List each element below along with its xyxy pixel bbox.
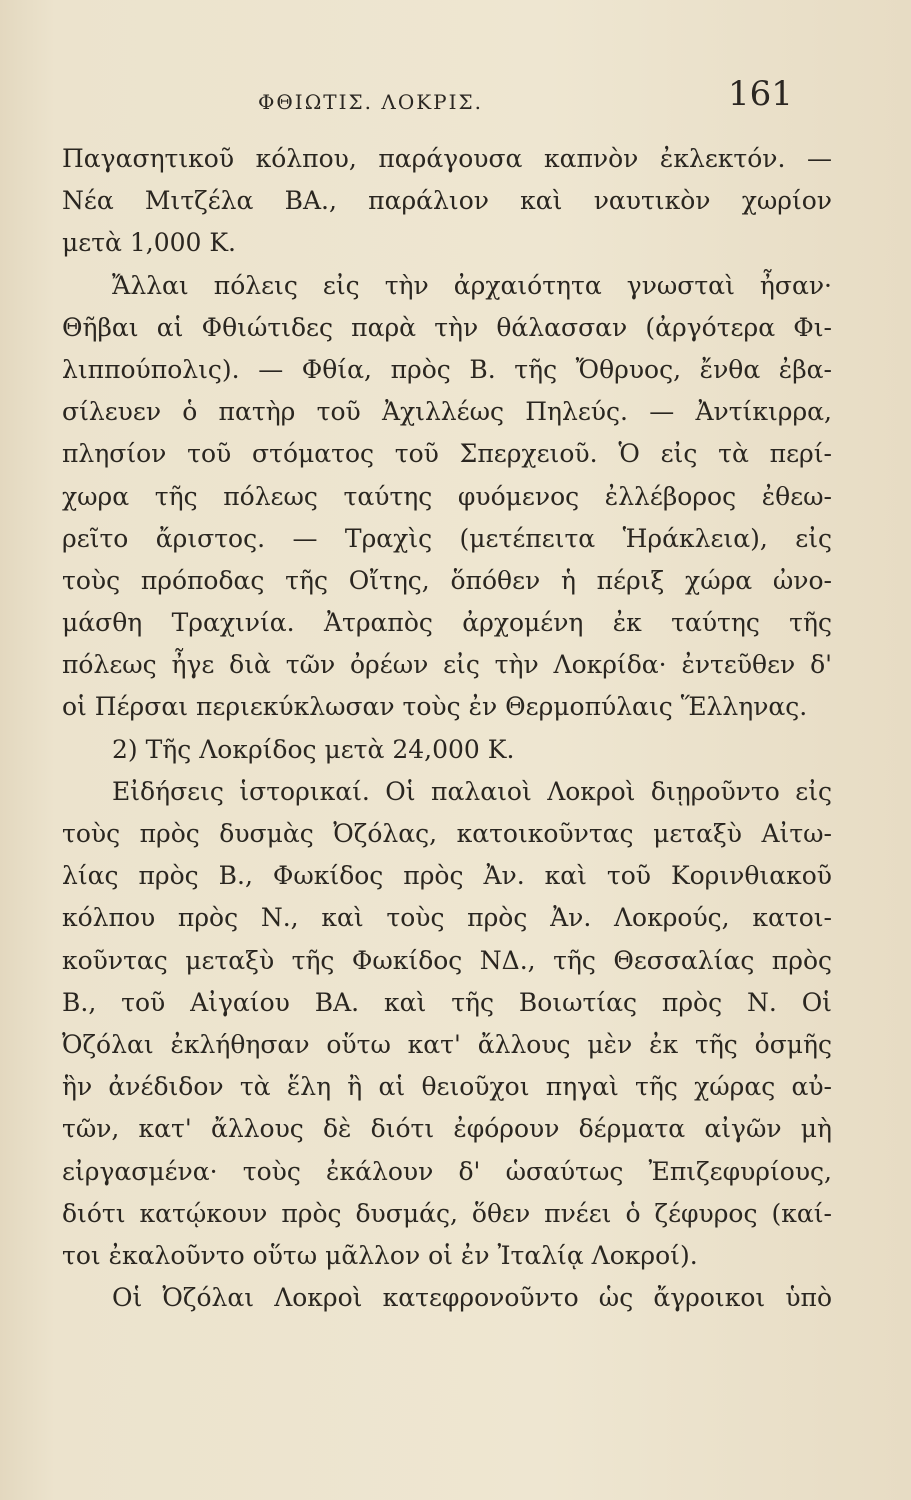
- text-line: τοὺς πρόποδας τῆς Οἴτης, ὅπόθεν ἡ πέριξ χώρα ὠνο-: [62, 565, 832, 595]
- text-line: χωρα τῆς πόλεως ταύτης φυόμενος ἐλλέβορος ἐθεω-: [62, 481, 832, 511]
- text-line: εἰργασμένα· τοὺς ἐκάλουν δ' ὡσαύτως Ἐπιζεφυρίους,: [62, 1156, 832, 1186]
- text-line: πλησίον τοῦ στόματος τοῦ Σπερχειοῦ. Ὁ εἰς τὰ περί-: [62, 439, 832, 469]
- text-line: τῶν, κατ' ἄλλους δὲ διότι ἐφόρουν δέρματα αἰγῶν μὴ: [62, 1114, 832, 1144]
- text-line: Νέα Μιτζέλα ΒΑ., παράλιον καὶ ναυτικὸν χωρίον: [62, 186, 832, 216]
- text-line: Β., τοῦ Αἰγαίου ΒΑ. καὶ τῆς Βοιωτίας πρὸς Ν. Οἱ: [62, 987, 832, 1017]
- text-line: κοῦντας μεταξὺ τῆς Φωκίδος ΝΔ., τῆς Θεσσαλίας πρὸς: [62, 945, 832, 975]
- text-line: σίλευεν ὁ πατὴρ τοῦ Ἀχιλλέως Πηλεύς. — Ἀντίκιρρα,: [62, 397, 832, 427]
- text-line: ρεῖτο ἄριστος. — Τραχὶς (μετέπειτα Ἡράκλεια), εἰς: [62, 523, 832, 553]
- text-line: Παγασητικοῦ κόλπου, παράγουσα καπνὸν ἐκλεκτόν. —: [62, 144, 832, 173]
- text-line: διότι κατῴκουν πρὸς δυσμάς, ὅθεν πνέει ὁ ζέφυρος (καί-: [62, 1198, 832, 1228]
- text-line: λιππούπολις). — Φθία, πρὸς Β. τῆς Ὄθρυος, ἔνθα ἐβα-: [62, 354, 832, 384]
- text-line: οἱ Πέρσαι περιεκύκλωσαν τοὺς ἐν Θερμοπύλαις Ἕλληνας.: [62, 692, 808, 722]
- text-line: Οἱ Ὀζόλαι Λοκροὶ κατεφρονοῦντο ὡς ἄγροικοι ὑπὸ: [112, 1283, 832, 1313]
- text-line: κόλπου πρὸς Ν., καὶ τοὺς πρὸς Ἀν. Λοκρούς, κατοι-: [62, 903, 832, 933]
- text-body: [62, 138, 832, 1319]
- text-line: Ἄλλαι πόλεις εἰς τὴν ἀρχαιότητα γνωσταὶ ἦσαν·: [112, 270, 832, 300]
- text-line: πόλεως ἦγε διὰ τῶν ὀρέων εἰς τὴν Λοκρίδα· ἐντεῦθεν δ': [62, 650, 832, 680]
- running-head: ΦΘΙΩΤΙΣ. ΛΟΚΡΙΣ.: [258, 90, 484, 114]
- text-line: 2) Τῆς Λοκρίδος μετὰ 24,000 Κ.: [112, 734, 515, 764]
- page-header: [0, 70, 911, 120]
- text-line: τοι ἐκαλοῦντο οὕτω μᾶλλον οἱ ἐν Ἰταλίᾳ Λοκροί).: [62, 1240, 698, 1270]
- text-line: Ὀζόλαι ἐκλήθησαν οὕτω κατ' ἄλλους μὲν ἐκ τῆς ὀσμῆς: [62, 1029, 832, 1059]
- text-line: Θῆβαι αἱ Φθιώτιδες παρὰ τὴν θάλασσαν (ἀργότερα Φι-: [62, 312, 832, 342]
- text-line: ἣν ἀνέδιδον τὰ ἕλη ἢ αἱ θειοῦχοι πηγαὶ τῆς χώρας αὐ-: [62, 1072, 832, 1102]
- text-line: τοὺς πρὸς δυσμὰς Ὀζόλας, κατοικοῦντας μεταξὺ Αἰτω-: [62, 819, 832, 848]
- text-line: Εἰδήσεις ἱστορικαί. Οἱ παλαιοὶ Λοκροὶ διῃροῦντο εἰς: [112, 776, 832, 806]
- text-line: μάσθη Τραχινία. Ἀτραπὸς ἀρχομένη ἐκ ταύτης τῆς: [62, 608, 832, 638]
- page-number: 161: [728, 74, 793, 114]
- text-line: μετὰ 1,000 Κ.: [62, 228, 236, 258]
- text-line: λίας πρὸς Β., Φωκίδος πρὸς Ἀν. καὶ τοῦ Κορινθιακοῦ: [62, 861, 832, 891]
